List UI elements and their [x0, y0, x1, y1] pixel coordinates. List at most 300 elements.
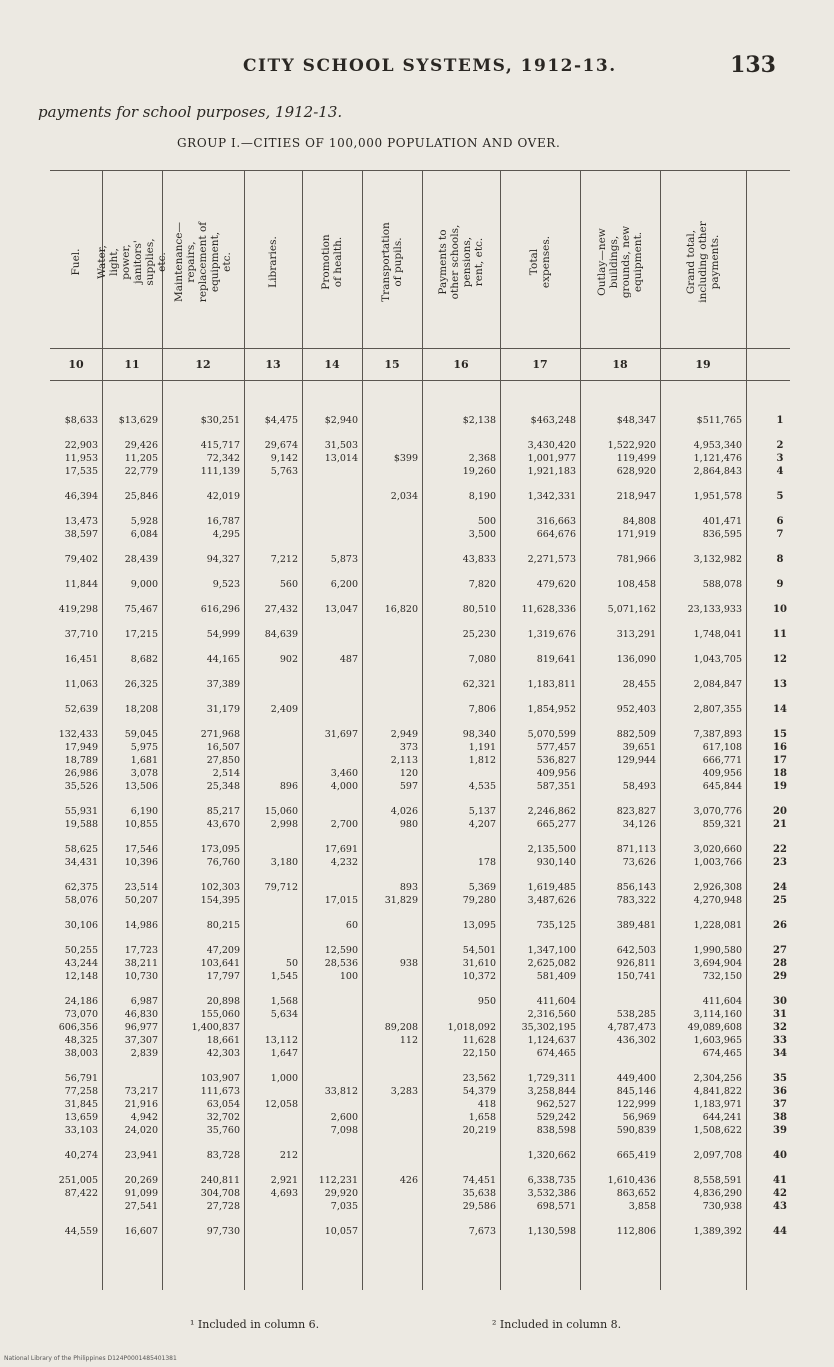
column-number: 19 [695, 358, 711, 371]
table-cell: 401,471 [702, 516, 742, 527]
table-cell: 122,999 [616, 1099, 656, 1110]
table-cell: 97,730 [206, 1226, 240, 1237]
table-cell: 111,673 [200, 1086, 240, 1097]
table-cell: 781,966 [616, 554, 656, 565]
table-cell: 31,829 [384, 895, 418, 906]
table-cell: 12,058 [264, 1099, 298, 1110]
table-cell: 9,000 [130, 579, 158, 590]
table-cell: 44,165 [206, 654, 240, 665]
table-cell: 2,034 [390, 491, 418, 502]
column-header-label: Outlay—new buildings, grounds, new equipment. [596, 225, 644, 299]
table-row [50, 806, 832, 820]
table-cell: 938 [399, 958, 418, 969]
column-header-label: Fuel. [70, 248, 82, 276]
table-cell: 819,641 [536, 654, 576, 665]
table-cell: 6,338,735 [527, 1175, 576, 1186]
table-cell: 926,811 [616, 958, 656, 969]
table-row [50, 629, 832, 643]
table-cell: 577,457 [536, 742, 576, 753]
table-cell: 1,658 [468, 1112, 496, 1123]
table-cell: $2,138 [462, 415, 496, 426]
row-number: 5 [776, 491, 784, 502]
table-cell: 38,003 [64, 1048, 98, 1059]
row-number: 2 [776, 440, 784, 451]
column-header [500, 178, 580, 346]
table-cell: $2,940 [324, 415, 358, 426]
table-cell: 18,789 [64, 755, 98, 766]
table-cell: 2,926,308 [693, 882, 742, 893]
table-cell: 50,207 [124, 895, 158, 906]
table-cell: 49,089,608 [687, 1022, 742, 1033]
table-row [50, 742, 832, 756]
table-cell: 80,510 [462, 604, 496, 615]
table-cell: 30,106 [64, 920, 98, 931]
table-cell: 7,673 [468, 1226, 496, 1237]
row-number: 14 [773, 704, 787, 715]
table-cell: 60 [345, 920, 358, 931]
table-cell: 83,728 [206, 1150, 240, 1161]
table-cell: $511,765 [696, 415, 742, 426]
row-number: 40 [773, 1150, 787, 1161]
running-title: CITY SCHOOL SYSTEMS, 1912-13. [243, 56, 617, 76]
table-cell: $48,347 [616, 415, 656, 426]
table-cell: 1,603,965 [693, 1035, 742, 1046]
table-cell: 3,694,904 [693, 958, 742, 969]
table-cell: 17,691 [324, 844, 358, 855]
table-cell: 103,907 [200, 1073, 240, 1084]
row-number: 28 [773, 958, 787, 969]
table-cell: 859,321 [702, 819, 742, 830]
table-cell: 13,112 [264, 1035, 298, 1046]
column-number: 15 [384, 358, 400, 371]
table-cell: 902 [279, 654, 298, 665]
table-cell: 896 [279, 781, 298, 792]
table-cell: 4,942 [130, 1112, 158, 1123]
table-cell: 617,108 [702, 742, 742, 753]
table-cell: 112 [399, 1035, 418, 1046]
table-cell: 538,285 [616, 1009, 656, 1020]
table-cell: 3,500 [468, 529, 496, 540]
table-cell: 136,090 [616, 654, 656, 665]
table-cell: 72,342 [206, 453, 240, 464]
table-cell: 155,060 [200, 1009, 240, 1020]
row-number: 19 [773, 781, 787, 792]
table-cell: 23,941 [124, 1150, 158, 1161]
table-cell: 1,400,837 [191, 1022, 240, 1033]
table-cell: 6,190 [130, 806, 158, 817]
row-number: 35 [773, 1073, 787, 1084]
table-cell: 58,076 [64, 895, 98, 906]
table-cell: 1,003,766 [693, 857, 742, 868]
table-cell: 2,368 [468, 453, 496, 464]
table-cell: 25,348 [206, 781, 240, 792]
table-cell: 23,562 [462, 1073, 496, 1084]
table-cell: 18,208 [124, 704, 158, 715]
row-number: 17 [773, 755, 787, 766]
row-number: 15 [773, 729, 787, 740]
table-cell: 3,532,386 [527, 1188, 576, 1199]
table-cell: 29,586 [462, 1201, 496, 1212]
table-cell: 24,186 [64, 996, 98, 1007]
table-cell: 10,372 [462, 971, 496, 982]
table-cell: 3,430,420 [527, 440, 576, 451]
table-top-rule [50, 170, 790, 171]
table-cell: 304,708 [200, 1188, 240, 1199]
column-header-label: Libraries. [267, 236, 279, 288]
table-cell: 43,244 [64, 958, 98, 969]
table-row [50, 554, 832, 568]
table-cell: 8,190 [468, 491, 496, 502]
table-cell: 3,132,982 [693, 554, 742, 565]
table-cell: 85,217 [206, 806, 240, 817]
column-header [302, 178, 362, 346]
table-cell: 4,232 [330, 857, 358, 868]
table-cell: 73,217 [124, 1086, 158, 1097]
table-cell: 112,806 [616, 1226, 656, 1237]
column-header-label: Water, light, power, janitors' supplies, etc. [96, 238, 168, 286]
table-cell: 2,807,355 [693, 704, 742, 715]
table-cell: 58,493 [622, 781, 656, 792]
table-cell: 1,183,811 [527, 679, 576, 690]
table-cell: 1,619,485 [527, 882, 576, 893]
row-number: 24 [773, 882, 787, 893]
table-cell: 2,316,560 [527, 1009, 576, 1020]
table-cell: 7,098 [330, 1125, 358, 1136]
row-number: 42 [773, 1188, 787, 1199]
column-number: 14 [324, 358, 340, 371]
row-number: 10 [773, 604, 787, 615]
table-cell: 3,114,160 [693, 1009, 742, 1020]
table-cell: 536,827 [536, 755, 576, 766]
column-header-label: Grand total, including other payments. [685, 221, 721, 303]
row-number: 33 [773, 1035, 787, 1046]
table-cell: 55,931 [64, 806, 98, 817]
row-number: 31 [773, 1009, 787, 1020]
table-cell: 56,791 [64, 1073, 98, 1084]
table-cell: 418 [477, 1099, 496, 1110]
table-cell: 84,639 [264, 629, 298, 640]
table-cell: 1,319,676 [527, 629, 576, 640]
table-cell: 29,920 [324, 1188, 358, 1199]
group-heading: GROUP I.—CITIES OF 100,000 POPULATION AND OVER. [177, 136, 561, 150]
table-cell: 4,026 [390, 806, 418, 817]
table-cell: 17,797 [206, 971, 240, 982]
table-cell: 11,205 [124, 453, 158, 464]
table-cell: 218,947 [616, 491, 656, 502]
table-row [50, 768, 832, 782]
table-cell: 38,597 [64, 529, 98, 540]
table-cell: 1,854,952 [527, 704, 576, 715]
row-number: 32 [773, 1022, 787, 1033]
table-cell: 980 [399, 819, 418, 830]
table-cell: 28,439 [124, 554, 158, 565]
table-cell: 415,717 [200, 440, 240, 451]
table-cell: 4,953,340 [693, 440, 742, 451]
table-cell: $4,475 [264, 415, 298, 426]
table-cell: 46,394 [64, 491, 98, 502]
table-row [50, 755, 832, 769]
table-cell: 13,014 [324, 453, 358, 464]
table-cell: 950 [477, 996, 496, 1007]
column-header-label: Promotion of health. [320, 234, 344, 290]
table-cell: 84,808 [622, 516, 656, 527]
table-cell: 2,135,500 [527, 844, 576, 855]
table-cell: 31,697 [324, 729, 358, 740]
table-cell: 31,845 [64, 1099, 98, 1110]
table-row [50, 466, 832, 480]
table-cell: 58,625 [64, 844, 98, 855]
table-cell: 1,508,622 [693, 1125, 742, 1136]
table-cell: 25,846 [124, 491, 158, 502]
column-header [580, 178, 660, 346]
table-cell: 2,949 [390, 729, 418, 740]
column-number: 18 [612, 358, 628, 371]
table-cell: 79,712 [264, 882, 298, 893]
table-cell: 10,396 [124, 857, 158, 868]
table-cell: 856,143 [616, 882, 656, 893]
table-cell: 20,898 [206, 996, 240, 1007]
table-cell: 3,258,844 [527, 1086, 576, 1097]
table-cell: 11,628 [462, 1035, 496, 1046]
table-cell: 22,903 [64, 440, 98, 451]
table-cell: 50 [285, 958, 298, 969]
table-cell: 212 [279, 1150, 298, 1161]
table-row [50, 1099, 832, 1113]
table-cell: 6,200 [330, 579, 358, 590]
table-cell: 21,916 [124, 1099, 158, 1110]
table-cell: 628,920 [616, 466, 656, 477]
table-cell: 1,812 [468, 755, 496, 766]
table-cell: $463,248 [530, 415, 576, 426]
table-row [50, 857, 832, 871]
table-cell: 8,682 [130, 654, 158, 665]
table-cell: 56,969 [622, 1112, 656, 1123]
header-rule [50, 348, 790, 349]
table-cell: 316,663 [536, 516, 576, 527]
table-cell: 500 [477, 516, 496, 527]
table-row [50, 729, 832, 743]
table-cell: 13,095 [462, 920, 496, 931]
table-cell: 1,228,081 [693, 920, 742, 931]
table-cell: 32,702 [206, 1112, 240, 1123]
table-cell: 54,501 [462, 945, 496, 956]
table-row [50, 1035, 832, 1049]
table-cell: 13,473 [64, 516, 98, 527]
table-cell: 5,763 [270, 466, 298, 477]
table-cell: 37,389 [206, 679, 240, 690]
table-cell: 35,760 [206, 1125, 240, 1136]
table-cell: 411,604 [536, 996, 576, 1007]
column-header-label: Transportation of pupils. [380, 222, 405, 302]
table-cell: 39,651 [622, 742, 656, 753]
row-number: 30 [773, 996, 787, 1007]
table-cell: 108,458 [616, 579, 656, 590]
table-cell: 94,327 [206, 554, 240, 565]
table-cell: 581,409 [536, 971, 576, 982]
table-cell: 3,283 [390, 1086, 418, 1097]
table-cell: 63,054 [206, 1099, 240, 1110]
table-row [50, 1009, 832, 1023]
row-number: 29 [773, 971, 787, 982]
table-cell: 13,506 [124, 781, 158, 792]
table-cell: 171,919 [616, 529, 656, 540]
table-cell: 5,137 [468, 806, 496, 817]
table-cell: 2,271,573 [527, 554, 576, 565]
row-number: 25 [773, 895, 787, 906]
table-cell: 6,987 [130, 996, 158, 1007]
row-number: 11 [773, 629, 787, 640]
table-cell: 18,661 [206, 1035, 240, 1046]
column-header [162, 178, 244, 346]
table-cell: 845,146 [616, 1086, 656, 1097]
table-cell: 76,760 [206, 857, 240, 868]
table-cell: 871,113 [616, 844, 656, 855]
row-number: 21 [773, 819, 787, 830]
table-cell: 54,379 [462, 1086, 496, 1097]
table-cell: 13,047 [324, 604, 358, 615]
table-cell: 5,070,599 [527, 729, 576, 740]
table-cell: 35,526 [64, 781, 98, 792]
table-cell: 4,535 [468, 781, 496, 792]
table-row [50, 1188, 832, 1202]
table-cell: 251,005 [58, 1175, 98, 1186]
table-row [50, 1150, 832, 1164]
row-number: 6 [776, 516, 784, 527]
table-row [50, 604, 832, 618]
table-cell: 664,676 [536, 529, 576, 540]
table-cell: 5,873 [330, 554, 358, 565]
table-cell: 1,130,598 [527, 1226, 576, 1237]
table-cell: 74,451 [462, 1175, 496, 1186]
table-cell: 411,604 [702, 996, 742, 1007]
table-cell: 17,215 [124, 629, 158, 640]
table-cell: 2,097,708 [693, 1150, 742, 1161]
table-cell: 1,610,436 [607, 1175, 656, 1186]
table-cell: $8,633 [64, 415, 98, 426]
table-row [50, 415, 832, 429]
row-number: 12 [773, 654, 787, 665]
table-cell: 15,060 [264, 806, 298, 817]
table-cell: 5,928 [130, 516, 158, 527]
table-cell: 23,133,933 [687, 604, 742, 615]
table-cell: 1,001,977 [527, 453, 576, 464]
table-cell: 103,641 [200, 958, 240, 969]
table-cell: 16,607 [124, 1226, 158, 1237]
table-row [50, 1022, 832, 1036]
table-cell: 28,536 [324, 958, 358, 969]
table-cell: 16,451 [64, 654, 98, 665]
table-cell: 17,723 [124, 945, 158, 956]
row-number: 27 [773, 945, 787, 956]
table-cell: 838,598 [536, 1125, 576, 1136]
table-cell: $399 [393, 453, 418, 464]
table-cell: 2,246,862 [527, 806, 576, 817]
table-cell: 26,325 [124, 679, 158, 690]
row-number: 22 [773, 844, 787, 855]
table-row [50, 781, 832, 795]
table-cell: 11,063 [64, 679, 98, 690]
table-cell: 487 [339, 654, 358, 665]
table-cell: 1,951,578 [693, 491, 742, 502]
table-cell: 4,270,948 [693, 895, 742, 906]
table-cell: 13,659 [64, 1112, 98, 1123]
column-number: 11 [124, 358, 140, 371]
table-cell: 31,179 [206, 704, 240, 715]
table-cell: 590,839 [616, 1125, 656, 1136]
table-row [50, 1226, 832, 1240]
table-cell: 25,230 [462, 629, 496, 640]
column-number: 16 [453, 358, 469, 371]
table-cell: 7,387,893 [693, 729, 742, 740]
row-number: 39 [773, 1125, 787, 1136]
table-row [50, 654, 832, 668]
table-cell: 100 [339, 971, 358, 982]
table-cell: 37,710 [64, 629, 98, 640]
table-cell: 29,674 [264, 440, 298, 451]
table-cell: 1,018,092 [447, 1022, 496, 1033]
table-cell: 129,944 [616, 755, 656, 766]
table-cell: 20,269 [124, 1175, 158, 1186]
table-cell: 16,507 [206, 742, 240, 753]
table-cell: 783,322 [616, 895, 656, 906]
column-header [50, 178, 102, 346]
table-cell: 313,291 [616, 629, 656, 640]
table-cell: 674,465 [702, 1048, 742, 1059]
table-cell: 79,280 [462, 895, 496, 906]
table-row [50, 958, 832, 972]
row-number: 9 [776, 579, 784, 590]
table-cell: 1,389,392 [693, 1226, 742, 1237]
table-cell: 3,180 [270, 857, 298, 868]
table-cell: 16,820 [384, 604, 418, 615]
table-cell: 1,748,041 [693, 629, 742, 640]
table-cell: 240,811 [200, 1175, 240, 1186]
table-row [50, 679, 832, 693]
table-cell: 642,503 [616, 945, 656, 956]
table-cell: 2,839 [130, 1048, 158, 1059]
table-cell: 73,070 [64, 1009, 98, 1020]
table-cell: 436,302 [616, 1035, 656, 1046]
table-row [50, 996, 832, 1010]
column-header-label: Payments to other schools, pensions, rent, etc. [437, 224, 485, 300]
row-number: 18 [773, 768, 787, 779]
table-cell: 1,000 [270, 1073, 298, 1084]
table-cell: 24,020 [124, 1125, 158, 1136]
table-cell: 665,277 [536, 819, 576, 830]
table-cell: 1,124,637 [527, 1035, 576, 1046]
table-row [50, 453, 832, 467]
table-row [50, 704, 832, 718]
row-number: 20 [773, 806, 787, 817]
row-number: 38 [773, 1112, 787, 1123]
table-cell: 34,431 [64, 857, 98, 868]
table-cell: 35,302,195 [521, 1022, 576, 1033]
table-cell: 9,523 [212, 579, 240, 590]
table-cell: 7,212 [270, 554, 298, 565]
table-row [50, 945, 832, 959]
table-cell: 98,340 [462, 729, 496, 740]
table-row [50, 579, 832, 593]
table-cell: 7,035 [330, 1201, 358, 1212]
row-number: 3 [776, 453, 784, 464]
table-row [50, 1125, 832, 1139]
table-cell: 930,140 [536, 857, 576, 868]
table-cell: 178 [477, 857, 496, 868]
table-cell: 4,836,290 [693, 1188, 742, 1199]
table-cell: 31,503 [324, 440, 358, 451]
table-cell: 674,465 [536, 1048, 576, 1059]
table-cell: 7,820 [468, 579, 496, 590]
